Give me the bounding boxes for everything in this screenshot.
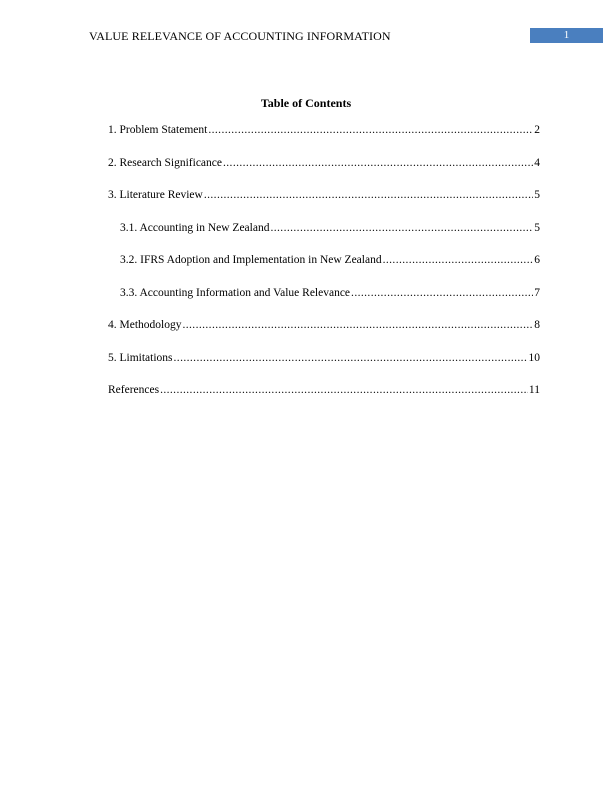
table-of-contents	[108, 123, 540, 416]
toc-entry-label: 1. Problem Statement	[108, 124, 208, 136]
dot-leader	[351, 286, 533, 300]
dot-leader	[383, 253, 534, 267]
toc-entry-page: 4	[534, 156, 540, 169]
toc-entry-page: 7	[534, 286, 540, 299]
toc-entry-page: 6	[534, 254, 540, 266]
toc-entry-label: 3. Literature Review	[108, 189, 203, 201]
toc-entry-label: 3.3. Accounting Information and Value Relevance	[120, 286, 351, 299]
dot-leader	[160, 383, 528, 397]
toc-entry-label: References	[108, 384, 160, 396]
toc-entry-references[interactable]	[108, 383, 540, 416]
toc-entry-methodology[interactable]	[108, 318, 540, 351]
dot-leader	[270, 221, 533, 235]
page-header	[0, 28, 612, 44]
dot-leader	[208, 123, 533, 137]
toc-entry-problem-statement[interactable]	[108, 123, 540, 156]
dot-leader	[182, 318, 533, 332]
running-head: VALUE RELEVANCE OF ACCOUNTING INFORMATION	[89, 29, 391, 43]
toc-entry-page: 10	[528, 351, 540, 364]
dot-leader	[223, 156, 533, 170]
toc-entry-accounting-information-value-relevance[interactable]	[108, 286, 540, 319]
toc-entry-ifrs-adoption[interactable]	[108, 253, 540, 286]
toc-heading: Table of Contents	[260, 96, 352, 110]
toc-entry-label: 5. Limitations	[108, 351, 173, 364]
toc-entry-research-significance[interactable]	[108, 156, 540, 189]
toc-entry-limitations[interactable]	[108, 351, 540, 384]
toc-entry-page: 11	[528, 384, 540, 396]
toc-entry-page: 5	[534, 221, 540, 234]
toc-entry-literature-review[interactable]	[108, 188, 540, 221]
toc-entry-label: 3.2. IFRS Adoption and Implementation in New Zealand	[120, 254, 382, 266]
dot-leader	[204, 188, 533, 202]
toc-entry-label: 2. Research Significance	[108, 156, 222, 169]
toc-entry-label: 4. Methodology	[108, 319, 182, 331]
toc-entry-accounting-in-new-zealand[interactable]	[108, 221, 540, 254]
page-number: 1	[530, 28, 603, 43]
toc-entry-page: 2	[534, 124, 540, 136]
toc-entry-label: 3.1. Accounting in New Zealand	[120, 221, 270, 234]
toc-entry-page: 8	[534, 319, 540, 331]
dot-leader	[174, 351, 528, 365]
toc-entry-page: 5	[534, 189, 540, 201]
